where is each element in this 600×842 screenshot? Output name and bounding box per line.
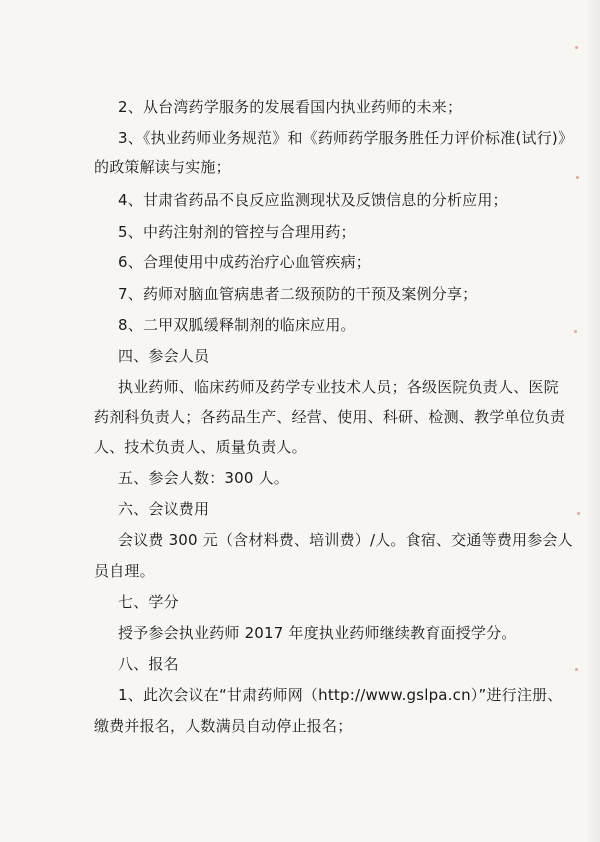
list-item-2: 2、从台湾药学服务的发展看国内执业药师的未来； <box>118 98 463 116</box>
list-item-5: 5、中药注射剂的管控与合理用药； <box>118 223 356 241</box>
list-item-3-continued: 的政策解读与实施； <box>94 158 231 176</box>
list-item-6: 6、合理使用中成药治疗心血管疾病； <box>118 253 371 271</box>
list-item-8: 8、二甲双胍缓释制剂的临床应用。 <box>118 316 356 334</box>
section-heading-registration: 八、报名 <box>118 655 179 673</box>
paragraph-fees-line-2: 员自理。 <box>94 562 155 580</box>
section-heading-attendees: 四、参会人员 <box>118 347 210 365</box>
paragraph-registration-line-2: 缴费并报名，人数满员自动停止报名； <box>94 717 353 735</box>
section-heading-credits: 七、学分 <box>118 593 179 611</box>
paragraph-credits: 授予参会执业药师 2017 年度执业药师继续教育面授学分。 <box>118 624 517 642</box>
scan-edge-shadow <box>586 0 600 842</box>
paragraph-attendees-line-3: 人、技术负责人、质量负责人。 <box>94 438 307 456</box>
paragraph-registration-line-1: 1、此次会议在“甘肃药师网（http://www.gslpa.cn）”进行注册、 <box>118 686 563 704</box>
scan-speck <box>574 330 577 333</box>
paragraph-attendees-line-1: 执业药师、临床药师及药学专业技术人员；各级医院负责人、医院 <box>118 378 559 396</box>
scan-speck <box>576 176 579 179</box>
section-heading-fees: 六、会议费用 <box>118 500 210 518</box>
paragraph-attendees-line-2: 药剂科负责人；各药品生产、经营、使用、科研、检测、教学单位负责 <box>94 408 566 426</box>
scan-speck <box>575 668 578 671</box>
scan-speck <box>575 46 578 49</box>
scan-speck <box>577 512 580 515</box>
section-heading-attendee-count: 五、参会人数：300 人。 <box>118 469 289 487</box>
paragraph-fees-line-1: 会议费 300 元（含材料费、培训费）/人。食宿、交通等费用参会人 <box>118 531 573 549</box>
list-item-3: 3、《执业药师业务规范》和《药师药学服务胜任力评价标准(试行)》 <box>118 129 574 147</box>
list-item-7: 7、药师对脑血管病患者二级预防的干预及案例分享； <box>118 285 478 303</box>
list-item-4: 4、甘肃省药品不良反应监测现状及反馈信息的分析应用； <box>118 191 508 209</box>
